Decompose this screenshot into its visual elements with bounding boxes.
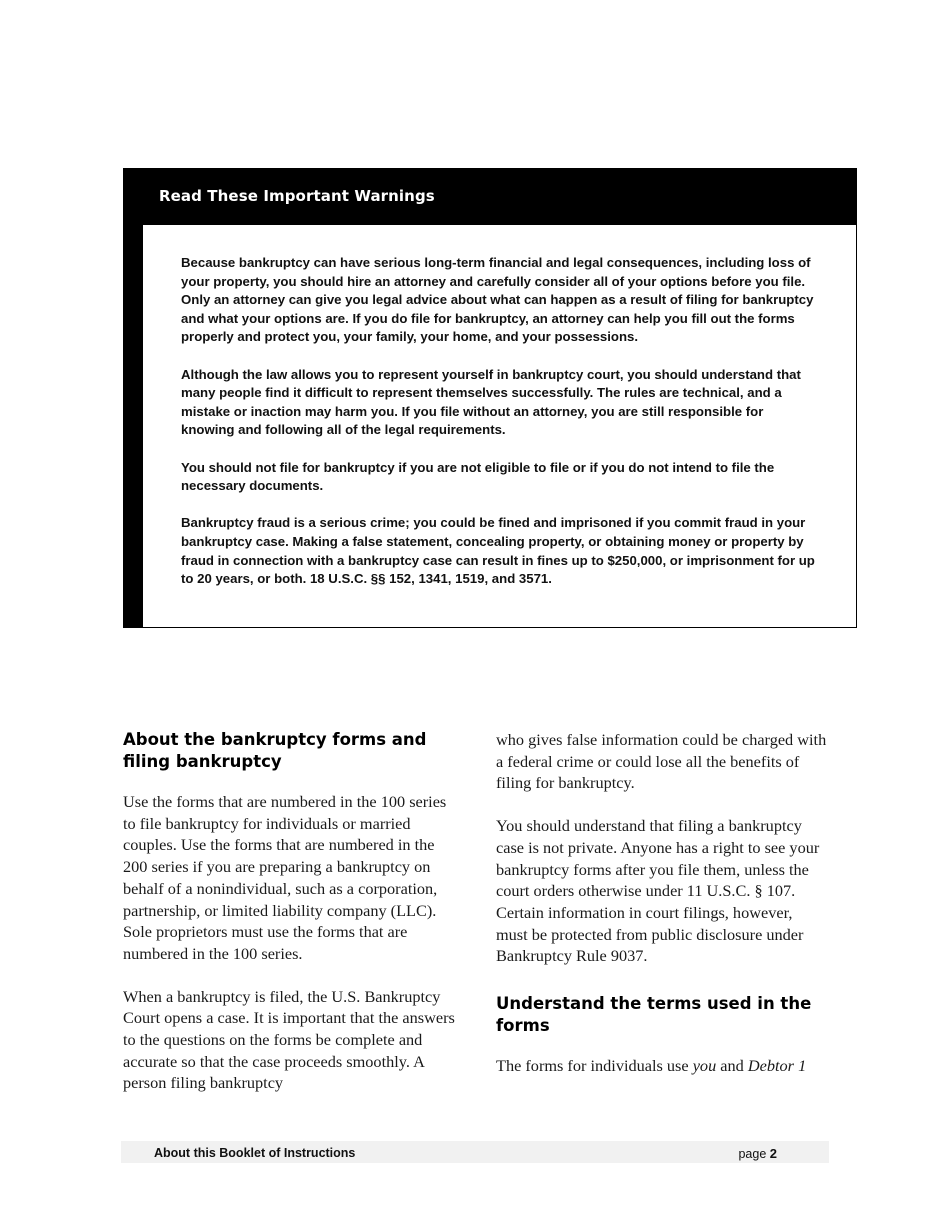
body-paragraph: Use the forms that are numbered in the 100 series to file bankruptcy for individuals or married couples. Use the forms that are numbered in the 200 series if you are preparing a bankruptcy on behalf of a nonindividual, such as a corporation, partnership, or limited liability company (LLC). Sole proprietors must use the forms that are numbered in the 100 series. <box>123 792 447 963</box>
section-heading-terms: Understand the terms used in the forms <box>496 994 812 1036</box>
warnings-title: Read These Important Warnings <box>159 187 435 205</box>
body-paragraph: When a bankruptcy is filed, the U.S. Bankruptcy Court opens a case. It is important that the answers to the questions on the forms be complete and accurate so that the case proceeds smoothly. A person filing bankruptcy <box>123 986 455 1093</box>
warning-paragraph: Bankruptcy fraud is a serious crime; you could be fined and imprisoned if you commit fraud in your bankruptcy case. Making a false statement, concealing property, or obtaining money or property by fraud in connection with a bankruptcy case can result in fines up to $250,000, or imprisonment for up to 20 years, or both. 18 U.S.C. §§ 152, 1341, 1519, and 3571. <box>181 515 815 587</box>
warnings-box <box>123 168 857 628</box>
term-debtor-1: Debtor 1 <box>747 1056 807 1076</box>
page-footer <box>121 1141 829 1163</box>
right-column <box>496 729 828 1077</box>
page-number: page 2 <box>738 1146 777 1161</box>
warning-paragraph: Because bankruptcy can have serious long-term financial and legal consequences, including loss of your property, you should hire an attorney and carefully consider all of your options before you file. Only an attorney can give you legal advice about what can happen as a result of filing for bankruptcy and what your options are. If you do file for bankruptcy, an attorney can help you fill out the forms properly and protect you, your family, your home, and your possessions. <box>181 255 814 345</box>
section-heading-about-forms: About the bankruptcy forms and filing bankruptcy <box>123 730 427 771</box>
warning-paragraph: Although the law allows you to represent yourself in bankruptcy court, you should understand that many people find it difficult to represent themselves successfully. The rules are technical, and a mistake or inaction may harm you. If you file without an attorney, you are still responsible for knowing and following all of the legal requirements. <box>181 366 801 438</box>
warning-paragraph: You should not file for bankruptcy if you are not eligible to file or if you do not intend to file the necessary documents. <box>181 459 775 494</box>
warnings-body <box>181 254 816 607</box>
warnings-left-bar <box>124 169 143 627</box>
body-paragraph: You should understand that filing a bankruptcy case is not private. Anyone has a right to see your bankruptcy forms after you file them, unless the court orders otherwise under 11 U.S.C. § 107. Certain information in court filings, however, must be protected from public disclosure under Bankruptcy Rule 9037. <box>496 816 820 966</box>
footer-title: About this Booklet of Instructions <box>154 1146 356 1160</box>
body-paragraph: The forms for individuals use you and Debtor 1 <box>496 1056 807 1076</box>
term-you: you <box>692 1056 717 1076</box>
body-paragraph: who gives false information could be charged with a federal crime or could lose all the benefits of filing for bankruptcy. <box>496 730 827 793</box>
left-column <box>123 729 455 1094</box>
